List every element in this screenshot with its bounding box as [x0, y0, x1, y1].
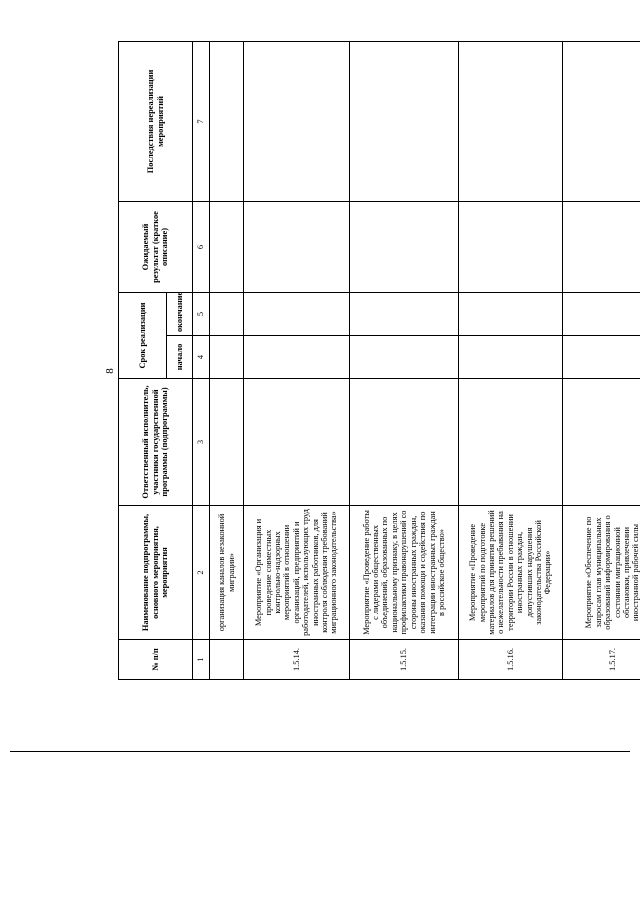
- row-start-cell: [563, 336, 640, 379]
- row-consequences-cell: [244, 41, 350, 201]
- column-number-1: 1: [193, 640, 210, 680]
- row-executor-cell: [350, 379, 459, 506]
- horizontal-divider: [10, 751, 630, 752]
- activities-table: [118, 41, 640, 680]
- row-start-cell: [459, 336, 563, 379]
- row-executor-cell: [244, 379, 350, 506]
- row-code: 1.5.14.: [244, 640, 350, 680]
- table-row: [244, 41, 350, 679]
- row-result-cell: [350, 201, 459, 292]
- header-consequences: Последствия нереализации мероприятий: [119, 41, 193, 201]
- column-number-2: 2: [193, 506, 210, 640]
- row-code: 1.5.17.: [563, 640, 640, 680]
- row-result-cell: [210, 201, 244, 292]
- row-result-cell: [563, 201, 640, 292]
- row-description: Мероприятие «Проведение работы с лидерами общественных объединений, образованных по национальному признаку, в целях профилактики правонарушений со стороны иностранных граждан, оказания помощи и содействия по интеграции иностранных граждан в российское общество»: [350, 506, 459, 640]
- table-row: [459, 41, 563, 679]
- column-number-7: 7: [193, 41, 210, 201]
- header-executor: Ответственный исполнитель, участники государственной программы (подпрограммы): [119, 379, 193, 506]
- header-number: № п/п: [119, 640, 193, 680]
- row-consequences-cell: [210, 41, 244, 201]
- row-description: Мероприятие «Обеспечение по запросам глав муниципальных образований информирования о состоянии миграционной обстановки, привлечении иностранной рабочей силы: [563, 506, 640, 640]
- column-number-6: 6: [193, 201, 210, 292]
- row-result-cell: [244, 201, 350, 292]
- page-number: 8: [104, 368, 116, 374]
- column-number-5: 5: [193, 292, 210, 335]
- column-number-4: 4: [193, 336, 210, 379]
- row-consequences-cell: [350, 41, 459, 201]
- row-end-cell: [244, 292, 350, 335]
- table-row: [210, 41, 244, 679]
- column-number-3: 3: [193, 379, 210, 506]
- row-result-cell: [459, 201, 563, 292]
- header-period-start: начало: [167, 336, 193, 379]
- row-executor-cell: [459, 379, 563, 506]
- row-description: организация каналов незаконной миграции»: [210, 506, 244, 640]
- row-executor-cell: [563, 379, 640, 506]
- rotated-page-content: [118, 42, 640, 680]
- row-description: Мероприятие «Организация и проведение совместных контрольно-надзорных мероприятий в отношении организаций, предприятий и работодателей, использующих труд иностранных работников, для контроля соблюдения требований миграционного законодательства»: [244, 506, 350, 640]
- row-code: [210, 640, 244, 680]
- header-result: Ожидаемый результат (краткое описание): [119, 201, 193, 292]
- row-consequences-cell: [563, 41, 640, 201]
- table-row: [350, 41, 459, 679]
- row-consequences-cell: [459, 41, 563, 201]
- header-name: Наименование подпрограммы, основного мероприятия, мероприятия: [119, 506, 193, 640]
- row-end-cell: [563, 292, 640, 335]
- row-end-cell: [459, 292, 563, 335]
- header-period: Срок реализации: [119, 292, 167, 378]
- row-start-cell: [350, 336, 459, 379]
- header-period-end: окончание: [167, 292, 193, 335]
- row-code: 1.5.15.: [350, 640, 459, 680]
- row-executor-cell: [210, 379, 244, 506]
- row-end-cell: [350, 292, 459, 335]
- table-row: [563, 41, 640, 679]
- row-start-cell: [210, 336, 244, 379]
- row-start-cell: [244, 336, 350, 379]
- row-end-cell: [210, 292, 244, 335]
- row-description: Мероприятие «Проведение мероприятий по подготовке материалов для принятия решений о нежелательности пребывания на территории России в отношении иностранных граждан, допустивших нарушения законодательства Российской Федерации»: [459, 506, 563, 640]
- row-code: 1.5.16.: [459, 640, 563, 680]
